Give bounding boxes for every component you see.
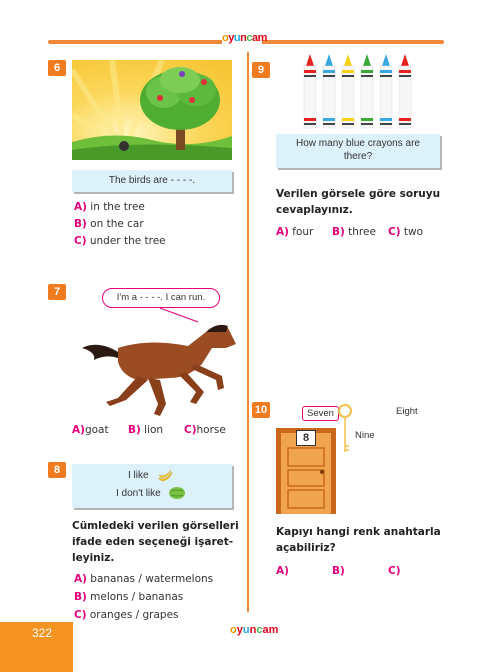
door-number: 8 [296, 430, 316, 446]
q9-option-a-letter: A) [276, 226, 289, 238]
q9-option-b-text: three [348, 226, 376, 238]
q6-option-c-letter: C) [74, 235, 87, 247]
q6-option-c-text: under the tree [89, 235, 166, 247]
question-number-10: 10 [252, 402, 270, 418]
q8-option-c[interactable] [74, 609, 179, 621]
q8-question-line3: leyiniz. [72, 552, 115, 564]
q10-question [276, 524, 441, 556]
q9-question-box [276, 134, 440, 168]
q8-option-a-text: bananas / watermelons [90, 573, 214, 585]
question-number-8: 8 [48, 462, 66, 478]
q6-option-c[interactable] [74, 235, 166, 247]
q9-option-c-text: two [403, 226, 423, 238]
q8-line1: I like [128, 470, 149, 481]
horse-illustration [78, 318, 238, 418]
crayon [399, 54, 411, 128]
q9-question-line2: cevaplayınız. [276, 204, 353, 216]
q6-sentence-box [72, 170, 232, 192]
q8-option-b-text: melons / bananas [90, 591, 184, 603]
q9-option-a[interactable] [276, 226, 313, 238]
crayon [304, 54, 316, 128]
q7-option-b-text: lion [144, 424, 164, 436]
tree-birds-illustration [72, 60, 232, 160]
q6-option-b[interactable] [74, 218, 144, 230]
key-icon [336, 402, 356, 462]
q8-option-b-letter: B) [74, 591, 87, 603]
header-logo: oyuncam [222, 32, 262, 50]
q10-question-line1: Kapıyı hangi renk anahtarla [276, 526, 441, 538]
watermelon-icon [168, 486, 186, 500]
page-number: 322 [32, 626, 53, 640]
q7-option-c[interactable] [184, 424, 226, 436]
q10-option-b-letter: B) [332, 565, 345, 577]
q10-key-label-nine: Nine [355, 430, 375, 441]
q9-option-c-letter: C) [388, 226, 401, 238]
crayons-illustration [300, 52, 420, 132]
crayon [323, 54, 335, 128]
q6-option-b-letter: B) [74, 218, 87, 230]
question-number-9: 9 [252, 62, 270, 78]
q6-option-a-text: in the tree [90, 201, 145, 213]
q9-option-a-text: four [292, 226, 314, 238]
q10-key-label-eight: Eight [396, 406, 418, 417]
crayon [361, 54, 373, 128]
q7-option-c-letter: C) [184, 424, 197, 436]
q9-option-c[interactable] [388, 226, 423, 238]
crayon [380, 54, 392, 128]
q7-option-a-letter: A) [72, 424, 85, 436]
q8-question-line1: Cümledeki verilen görselleri [72, 520, 239, 532]
q9-question-line1: Verilen görsele göre soruyu [276, 188, 441, 200]
banana-icon [156, 468, 174, 482]
q8-question [72, 518, 239, 566]
q10-option-c[interactable] [388, 565, 401, 577]
q9-option-b-letter: B) [332, 226, 345, 238]
crayon [342, 54, 354, 128]
q10-option-a-letter: A) [276, 565, 289, 577]
q9-option-b[interactable] [332, 226, 376, 238]
q10-option-a[interactable] [276, 565, 289, 577]
q8-option-a[interactable] [74, 573, 213, 585]
q7-option-c-text: horse [196, 424, 226, 436]
q7-option-b[interactable] [128, 424, 163, 436]
q10-option-c-letter: C) [388, 565, 401, 577]
column-divider [247, 52, 249, 612]
q8-sentence-box [72, 464, 232, 508]
q6-sentence: The birds are - - - -. [108, 175, 196, 186]
q9-box-line1: How many blue crayons are [296, 138, 420, 149]
q9-question [276, 186, 440, 218]
q10-option-b[interactable] [332, 565, 345, 577]
q8-line2: I don't like [116, 488, 161, 499]
q7-option-a-text: goat [84, 424, 109, 436]
q8-option-b[interactable] [74, 591, 183, 603]
q8-option-a-letter: A) [74, 573, 87, 585]
footer-logo: oyuncam [230, 624, 279, 636]
q8-question-line2: ifade eden seçeneği işaret- [72, 536, 234, 548]
q9-box-line2: there? [343, 151, 373, 162]
q7-option-a[interactable] [72, 424, 109, 436]
q6-option-a-letter: A) [74, 201, 87, 213]
q6-option-b-text: on the car [90, 218, 144, 230]
q6-option-a[interactable] [74, 201, 145, 213]
q8-option-c-text: oranges / grapes [89, 609, 179, 621]
q10-key-label-seven: Seven [302, 406, 339, 421]
q7-option-b-letter: B) [128, 424, 141, 436]
q7-speech-bubble [102, 288, 220, 308]
q7-speech-text: I'm a - - - -. I can run. [116, 292, 206, 303]
question-number-7: 7 [48, 284, 66, 300]
question-number-6: 6 [48, 60, 66, 76]
q10-question-line2: açabiliriz? [276, 542, 336, 554]
q8-option-c-letter: C) [74, 609, 87, 621]
